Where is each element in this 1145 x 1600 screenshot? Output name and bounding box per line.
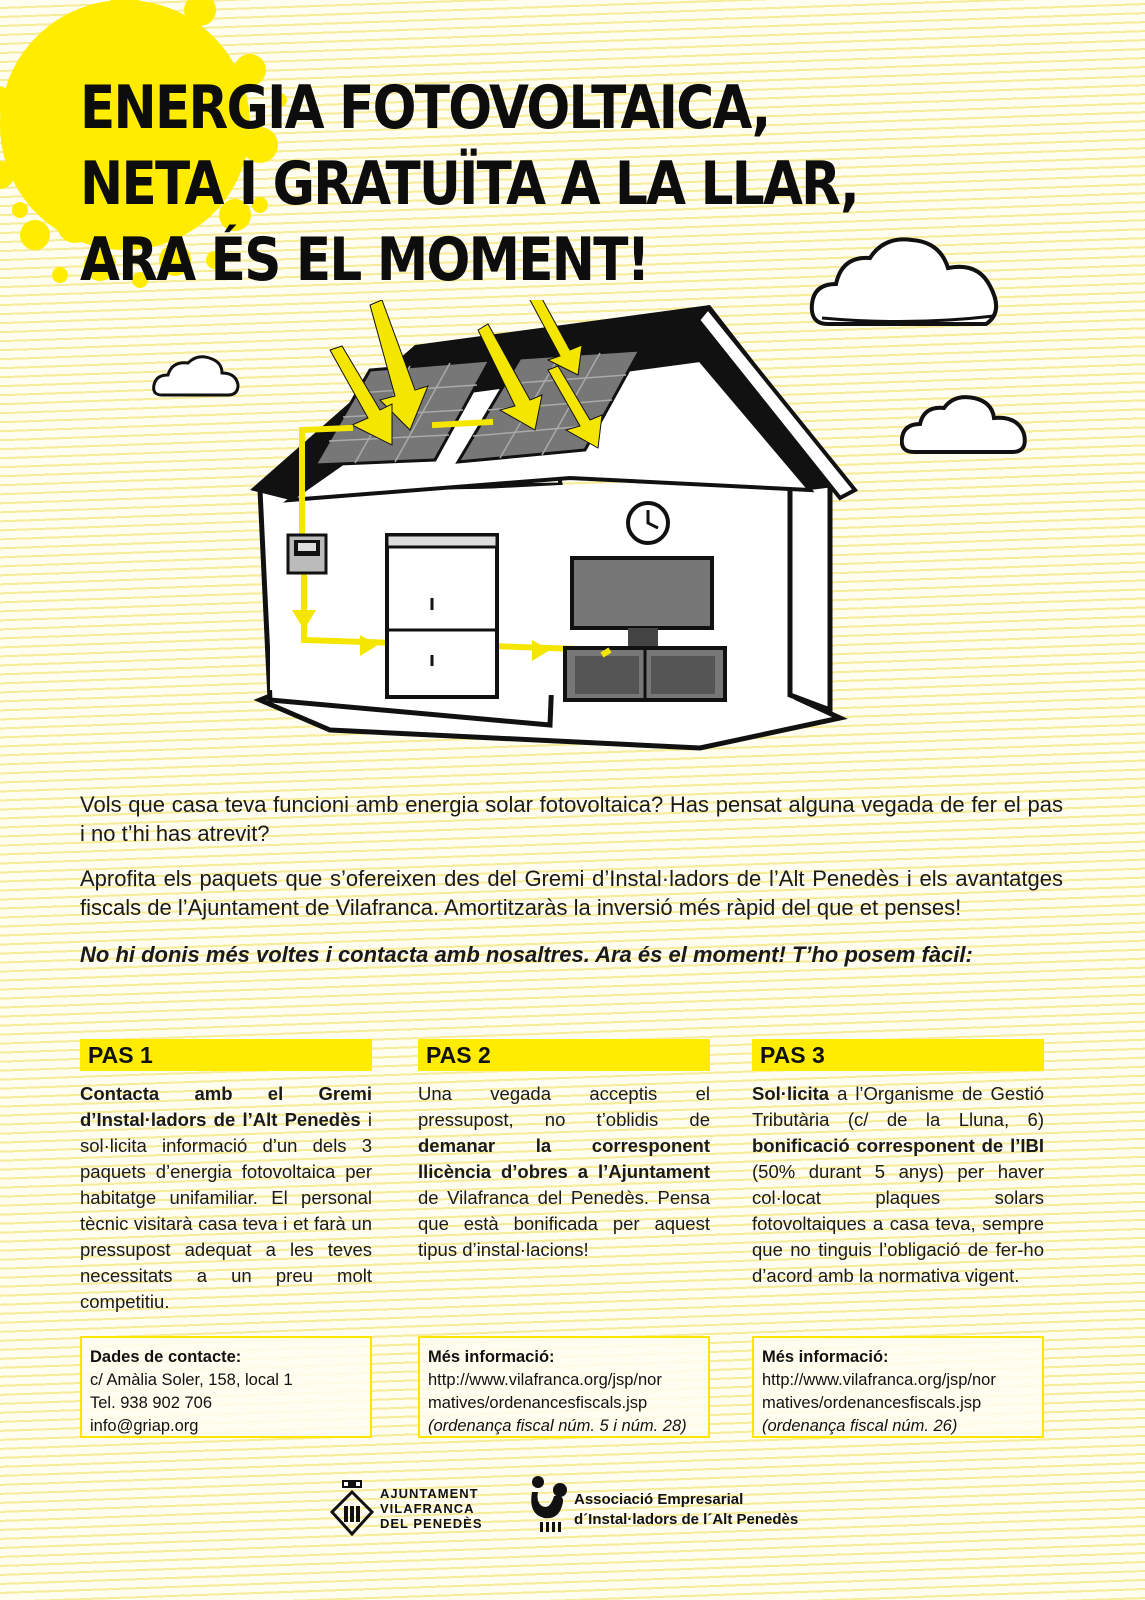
- gremi-line-2: d´Instal·ladors de l´Alt Penedès: [574, 1511, 799, 1528]
- step-2-body-start: Una vegada acceptis el pressupost, no t’oblidis de: [418, 1083, 710, 1130]
- contact-phone[interactable]: Tel. 938 902 706: [90, 1394, 213, 1412]
- intro-paragraph-1: Vols que casa teva funcioni amb energia solar fotovoltaica? Has pensat alguna vegada de fer el pas i no t’hi has atrevit?: [80, 792, 1063, 846]
- step-1: [80, 1039, 372, 1315]
- intro-paragraph-2: Aprofita els paquets que s’ofereixen des del Gremi d’Instal·ladors de l’Alt Penedès i els avantatges fiscals de l’Ajuntament de Vilafranca. Amortitzaràs la inversió més ràpid del que et penses!: [80, 866, 1063, 920]
- house-illustration: [230, 300, 880, 770]
- ajuntament-logo-text: [380, 1486, 483, 1531]
- step-1-header: PAS 1: [80, 1039, 372, 1071]
- step-3-bold-2: bonificació corresponent de l’IBI: [752, 1135, 1044, 1156]
- intro-section: [80, 790, 1063, 985]
- ajuntament-line-1: AJUNTAMENT: [380, 1486, 479, 1501]
- info-label: Més informació:: [428, 1348, 555, 1366]
- step-3-header: PAS 3: [752, 1039, 1044, 1071]
- info-box-2: [418, 1336, 710, 1438]
- contact-label: Dades de contacte:: [90, 1348, 242, 1366]
- gremi-emblem-icon: [528, 1474, 572, 1534]
- ajuntament-logo: [330, 1480, 490, 1538]
- info-url-line-1[interactable]: http://www.vilafranca.org/jsp/nor: [762, 1371, 996, 1389]
- step-3-body-2: (50% durant 5 anys) per haver col·locat plaques solars fotovoltaiques a casa teva, sempre que no tinguis l’obligació de fer-ho d’acord amb la normativa vigent.: [752, 1161, 1044, 1286]
- step-2-header: PAS 2: [418, 1039, 710, 1071]
- cloud-icon: [152, 353, 240, 401]
- info-url-line-2[interactable]: matives/ordenancesfiscals.jsp: [762, 1394, 982, 1412]
- step-1-body: i sol·licita informació d’un dels 3 paquets d’energia fotovoltaica per habitatge unifamiliar. El personal tècnic visitarà casa teva i et farà un pressupost adequat a les teves necessitats a un preu molt competitiu.: [80, 1109, 373, 1312]
- info-url-line-2[interactable]: matives/ordenancesfiscals.jsp: [428, 1394, 648, 1412]
- call-to-action: No hi donis més voltes i contacta amb nosaltres. Ara és el moment! T’ho posem fàcil:: [80, 942, 973, 967]
- info-label: Més informació:: [762, 1348, 889, 1366]
- info-box-3: [752, 1336, 1044, 1438]
- step-3-body-1: a l’Organisme de Gestió Tributària (c/ de la Lluna, 6): [752, 1083, 1044, 1130]
- step-2: [418, 1039, 710, 1263]
- title-line-3: ARA ÉS EL MOMENT!: [80, 225, 649, 295]
- title-line-2: NETA I GRATUÏTA A LA LLAR,: [80, 149, 859, 219]
- step-3-bold-1: Sol·licita: [752, 1083, 830, 1104]
- info-url-line-1[interactable]: http://www.vilafranca.org/jsp/nor: [428, 1371, 662, 1389]
- ajuntament-line-3: DEL PENEDÈS: [380, 1516, 483, 1531]
- ajuntament-line-2: VILAFRANCA: [380, 1501, 475, 1516]
- step-3-text: [752, 1081, 1044, 1289]
- info-note: (ordenança fiscal núm. 5 i núm. 28): [428, 1417, 687, 1435]
- cloud-icon: [900, 392, 1028, 460]
- contact-box: [80, 1336, 372, 1438]
- page-title: [80, 70, 859, 298]
- contact-email[interactable]: info@griap.org: [90, 1417, 199, 1435]
- step-1-bold: Contacta amb el Gremi d’Instal·ladors de l’Alt Penedès: [80, 1083, 372, 1130]
- step-3: [752, 1039, 1044, 1289]
- step-2-text: [418, 1081, 710, 1263]
- contact-address: c/ Amàlia Soler, 158, local 1: [90, 1371, 293, 1389]
- step-2-body-end: de Vilafranca del Penedès. Pensa que està bonificada per aquest tipus d’instal·lacions!: [418, 1187, 710, 1260]
- info-note: (ordenança fiscal núm. 26): [762, 1417, 958, 1435]
- gremi-line-1: Associació Empresarial: [574, 1491, 744, 1508]
- gremi-logo: [528, 1474, 848, 1538]
- gremi-logo-text: [574, 1490, 798, 1530]
- step-2-bold: demanar la corresponent llicència d’obres a l’Ajuntament: [418, 1135, 710, 1182]
- step-1-text: [80, 1081, 372, 1315]
- title-line-1: ENERGIA FOTOVOLTAICA,: [80, 73, 770, 143]
- coat-of-arms-icon: [330, 1480, 374, 1536]
